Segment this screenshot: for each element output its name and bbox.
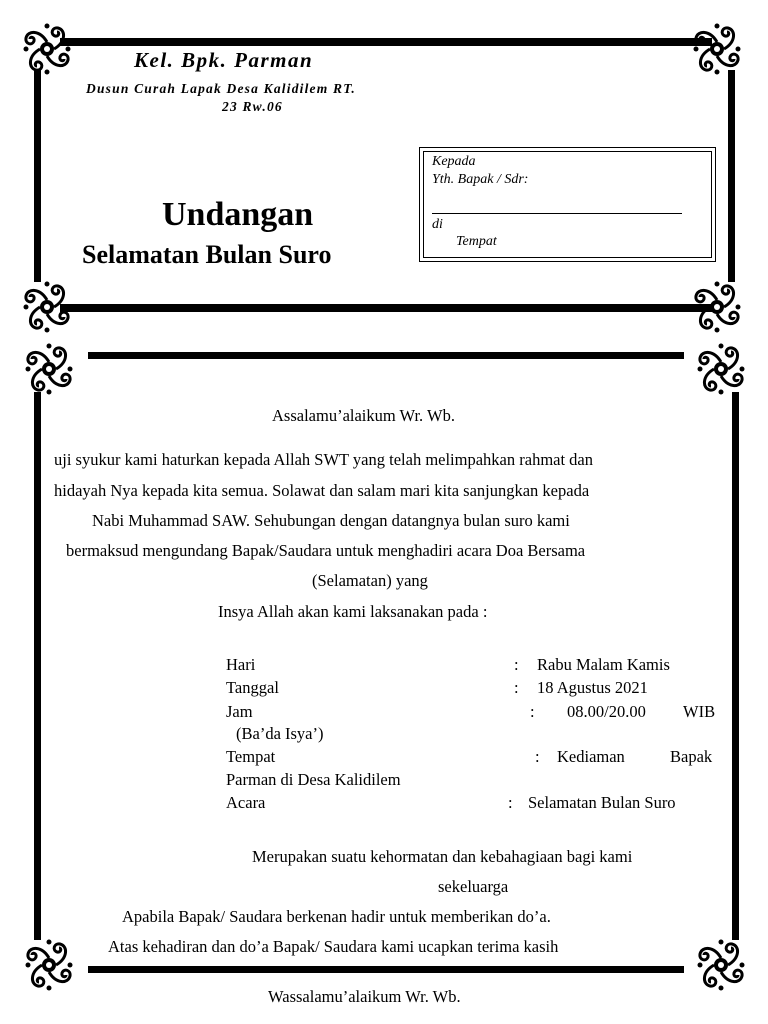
detail-colon: : xyxy=(530,702,535,721)
letter-border-bottom xyxy=(88,966,684,973)
recipient-tempat: Tempat xyxy=(456,234,497,249)
recipient-di: di xyxy=(432,217,443,232)
detail-jam-note: (Ba’da Isya’) xyxy=(236,724,324,743)
detail-label-tempat: Tempat xyxy=(226,747,276,766)
recipient-yth: Yth. Bapak / Sdr: xyxy=(432,172,529,187)
envelope-border-bottom xyxy=(60,304,712,312)
greeting: Assalamu’alaikum Wr. Wb. xyxy=(272,406,455,425)
corner-ornament-icon xyxy=(694,938,748,992)
letter-border-right xyxy=(732,392,739,940)
detail-value-hari: Rabu Malam Kamis xyxy=(537,655,670,674)
paragraph-line: (Selamatan) yang xyxy=(312,571,428,590)
recipient-kepada: Kepada xyxy=(432,154,476,169)
closing-line: Atas kehadiran dan do’a Bapak/ Saudara kami ucapkan terima kasih xyxy=(108,937,559,956)
corner-ornament-icon xyxy=(22,342,76,396)
envelope-border-right xyxy=(728,70,735,282)
detail-label-tanggal: Tanggal xyxy=(226,678,279,697)
detail-value-acara: Selamatan Bulan Suro xyxy=(528,793,676,812)
invitation-title: Undangan xyxy=(162,196,314,233)
paragraph-line: hidayah Nya kepada kita semua. Solawat dan salam mari kita sanjungkan kepada xyxy=(54,481,590,500)
corner-ornament-icon xyxy=(694,342,748,396)
paragraph-line: bermaksud mengundang Bapak/Saudara untuk menghadiri acara Doa Bersama xyxy=(66,541,586,560)
corner-ornament-icon xyxy=(22,938,76,992)
letter-border-left xyxy=(34,392,41,940)
sender-family-name: Kel. Bpk. Parman xyxy=(134,48,314,72)
corner-ornament-icon xyxy=(20,280,74,334)
detail-label-acara: Acara xyxy=(226,793,266,812)
detail-colon: : xyxy=(508,793,513,812)
detail-value-tempat: Kediaman xyxy=(557,747,625,766)
corner-ornament-icon xyxy=(20,22,74,76)
detail-colon: : xyxy=(514,678,519,697)
paragraph-line: uji syukur kami haturkan kepada Allah SWT yang telah melimpahkan rahmat dan xyxy=(54,450,594,469)
detail-value-jam-zone: WIB xyxy=(683,702,716,721)
envelope-border-top xyxy=(60,38,712,46)
letter-border-top xyxy=(88,352,684,359)
detail-colon: : xyxy=(535,747,540,766)
detail-colon: : xyxy=(514,655,519,674)
closing-line: Merupakan suatu kehormatan dan kebahagiaan bagi kami xyxy=(252,847,633,866)
sender-address-line-2: 23 Rw.06 xyxy=(222,99,283,114)
corner-ornament-icon xyxy=(690,22,744,76)
closing-line: sekeluarga xyxy=(438,877,509,896)
detail-label-hari: Hari xyxy=(226,655,256,674)
detail-value-tempat: Bapak xyxy=(670,747,713,766)
detail-value-tanggal: 18 Agustus 2021 xyxy=(537,678,648,697)
envelope-border-left xyxy=(34,70,41,282)
invitation-subtitle: Selamatan Bulan Suro xyxy=(82,240,332,269)
detail-label-jam: Jam xyxy=(226,702,253,721)
detail-value-jam: 08.00/20.00 xyxy=(567,702,646,721)
recipient-name-line xyxy=(432,213,682,214)
farewell: Wassalamu’alaikum Wr. Wb. xyxy=(268,987,461,1006)
closing-line: Apabila Bapak/ Saudara berkenan hadir untuk memberikan do’a. xyxy=(122,907,551,926)
paragraph-line: Nabi Muhammad SAW. Sehubungan dengan datangnya bulan suro kami xyxy=(92,511,570,530)
paragraph-line: Insya Allah akan kami laksanakan pada : xyxy=(218,602,488,621)
corner-ornament-icon xyxy=(690,280,744,334)
detail-tempat-continued: Parman di Desa Kalidilem xyxy=(226,770,401,789)
sender-address-line-1: Dusun Curah Lapak Desa Kalidilem RT. xyxy=(86,81,357,96)
